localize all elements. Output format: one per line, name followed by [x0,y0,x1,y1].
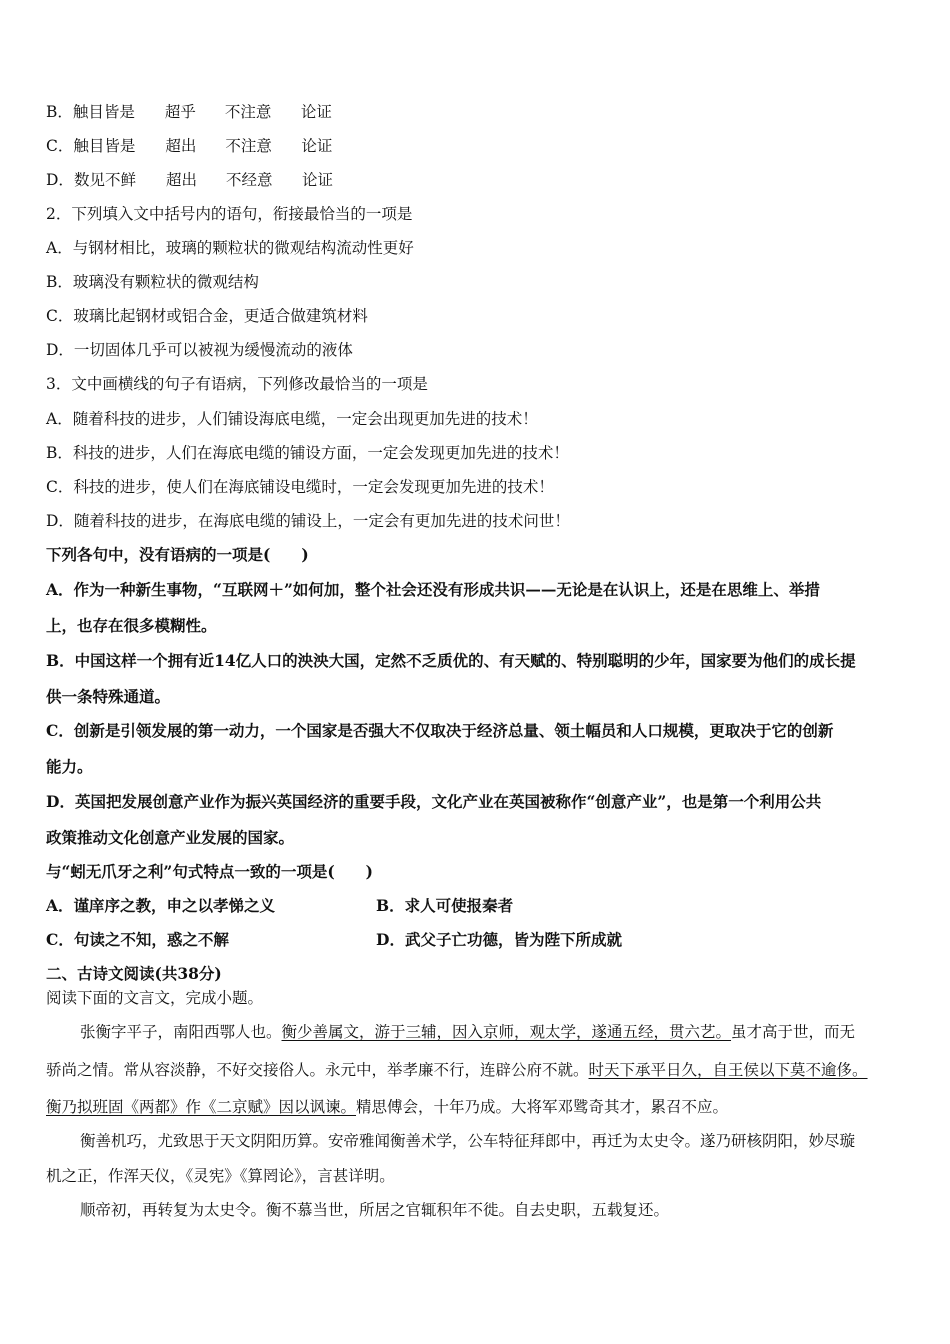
q4-option-b-line2: 供一条特殊通道。 [46,687,171,706]
q3-option-a: A．随着科技的进步，人们铺设海底电缆，一定会出现更加先进的技术！ [46,410,538,428]
q2-stem: 2．下列填入文中括号内的语句，衔接最恰当的一项是 [46,205,413,223]
passage-p3-line1: 顺帝初，再转复为太史令。衡不慕当世，所居之官辄积年不徙。自去史职，五载复还。 [80,1201,670,1219]
q4-option-a-line2: 上，也存在很多模糊性。 [46,616,217,635]
q3-option-c: C．科技的进步，使人们在海底铺设电缆时，一定会发现更加先进的技术！ [46,478,554,496]
section-instruction: 阅读下面的文言文，完成小题。 [46,989,264,1007]
section-heading: 二、古诗文阅读(共38分) [46,964,222,983]
q3-option-b: B．科技的进步，人们在海底电缆的铺设方面，一定会发现更加先进的技术！ [46,444,569,462]
q5-option-b: B．求人可使报秦者 [376,896,514,915]
q5-option-d: D．武父子亡功德，皆为陛下所成就 [376,930,622,949]
q4-stem: 下列各句中，没有语病的一项是( ) [46,545,309,564]
q4-option-a-line1: A．作为一种新生事物，“互联网＋”如何加，整个社会还没有形成共识——无论是在认识上，还是在思维上、举措 [46,580,820,599]
q2-option-b: B．玻璃没有颗粒状的微观结构 [46,273,259,291]
q1-option-b: B．触目皆是 超乎 不注意 论证 [46,103,332,121]
q4-option-d-line1: D．英国把发展创意产业作为振兴英国经济的重要手段，文化产业在英国被称作“创意产业”，也是第一个利用公共 [46,792,822,811]
q4-option-c-line2: 能力。 [46,757,93,776]
passage-p1-line1: 张衡字平子，南阳西鄂人也。衡少善属文，游于三辅，因入京师，观太学，遂通五经，贯六艺。虽才高于世，而无 [80,1023,856,1041]
q4-option-b-line1: B．中国这样一个拥有近14亿人口的泱泱大国，定然不乏质优的、有天赋的、特别聪明的少年，国家要为他们的成长提 [46,651,856,670]
underlined-sentence: 衡少善属文，游于三辅，因入京师，观太学，遂通五经，贯六艺。 [281,1023,732,1041]
q5-option-c: C．句读之不知，惑之不解 [46,930,229,949]
underlined-sentence: 衡乃拟班固《两都》作《二京赋》因以讽谏。 [46,1098,357,1116]
q4-option-d-line2: 政策推动文化创意产业发展的国家。 [46,828,295,847]
q5-option-a: A．谨庠序之教，申之以孝悌之义 [46,896,276,915]
q4-option-c-line1: C．创新是引领发展的第一动力，一个国家是否强大不仅取决于经济总量、领土幅员和人口规模，更取决于它的创新 [46,721,834,740]
passage-p1-line3: 衡乃拟班固《两都》作《二京赋》因以讽谏。精思傅会，十年乃成。大将军邓骘奇其才，累召不应。 [46,1098,729,1116]
q1-option-c: C．触目皆是 超出 不注意 论证 [46,137,333,155]
q2-option-a: A．与钢材相比，玻璃的颗粒状的微观结构流动性更好 [46,239,414,257]
q2-option-d: D．一切固体几乎可以被视为缓慢流动的液体 [46,341,353,359]
q5-stem: 与“蚓无爪牙之利”句式特点一致的一项是( ) [46,862,373,881]
q1-option-d: D．数见不鲜 超出 不经意 论证 [46,171,333,189]
passage-p2-line1: 衡善机巧，尤致思于天文阴阳历算。安帝雅闻衡善术学，公车特征拜郎中，再迁为太史令。遂乃研核阴阳，妙尽璇 [80,1132,856,1150]
passage-p2-line2: 机之正，作浑天仪，《灵宪》《算罔论》，言甚详明。 [46,1167,395,1185]
underlined-sentence: 时天下承平日久，自王侯以下莫不逾侈。 [588,1061,868,1079]
q3-option-d: D．随着科技的进步，在海底电缆的铺设上，一定会有更加先进的技术问世！ [46,512,570,530]
q2-option-c: C．玻璃比起钢材或铝合金，更适合做建筑材料 [46,307,368,325]
q3-stem: 3．文中画横线的句子有语病，下列修改最恰当的一项是 [46,375,428,393]
passage-p1-line2: 骄尚之情。常从容淡静，不好交接俗人。永元中，举孝廉不行，连辟公府不就。时天下承平日久，自王侯以下莫不逾侈。 [46,1061,868,1079]
